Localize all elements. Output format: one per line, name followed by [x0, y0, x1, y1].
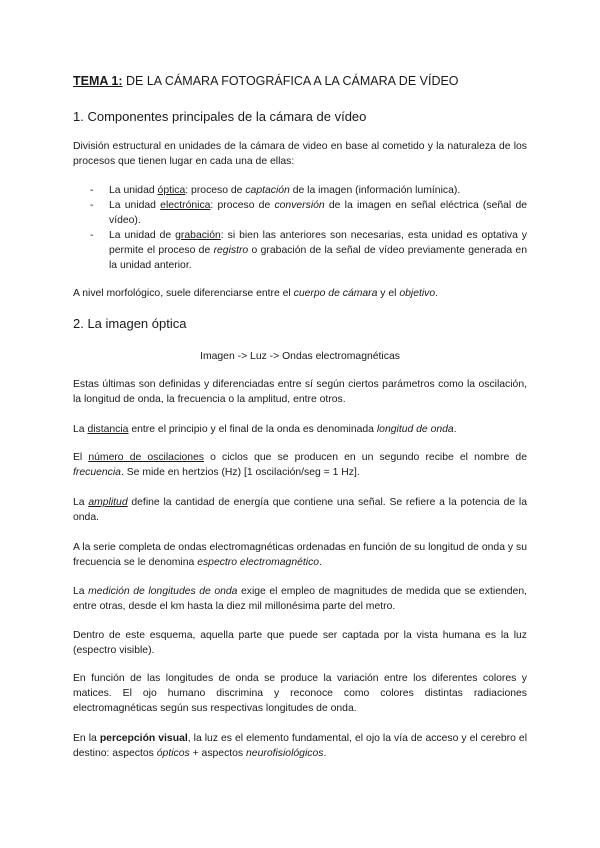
- title-text: DE LA CÁMARA FOTOGRÁFICA A LA CÁMARA DE VÍDEO: [122, 74, 459, 88]
- list-item: - La unidad de grabación: si bien las anteriores son necesarias, esta unidad es optativa y permite el proceso de registro o grabación de la señal de vídeo previamente generada en la unidad anterior.: [90, 230, 527, 271]
- paragraph: La medición de longitudes de onda exige el empleo de magnitudes de medida que se extienden, entre otras, desde el km hasta la diez mil millonésima parte del metro.: [73, 586, 528, 612]
- formula-line: Imagen -> Luz -> Ondas electromagnéticas: [200, 351, 400, 362]
- term-electronica: electrónica: [160, 200, 211, 211]
- section-1-heading: 1. Componentes principales de la cámara de vídeo: [73, 109, 367, 124]
- list-item: - La unidad óptica: proceso de captación de la imagen (información lumínica).: [90, 185, 461, 196]
- paragraph: Estas últimas son definidas y diferenciadas entre sí según ciertos parámetros como la oscilación, la longitud de onda, la frecuencia o la amplitud, entre otros.: [73, 379, 527, 405]
- paragraph: Dentro de este esquema, aquella parte que puede ser captada por la vista humana es la luz (espectro visible).: [73, 630, 527, 656]
- paragraph: En función de las longitudes de onda se produce la variación entre los diferentes colores y matices. El ojo humano discrimina y reconoce como colores distintas radiaciones electromagnéticas según sus respectivas longitudes de onda.: [73, 673, 527, 714]
- paragraph: A la serie completa de ondas electromagnéticas ordenadas en función de su longitud de onda y su frecuencia se le denomina espectro electromagnético.: [73, 542, 527, 568]
- morphology-paragraph: A nivel morfológico, suele diferenciarse entre el cuerpo de cámara y el objetivo.: [73, 288, 439, 299]
- section-1-intro: División estructural en unidades de la cámara de video en base al cometido y la naturaleza de los procesos que tienen lugar en cada una de ellas:: [73, 141, 527, 167]
- term-optica: óptica: [157, 185, 186, 196]
- title-tag: TEMA 1:: [73, 74, 123, 88]
- list-dash: -: [90, 200, 94, 211]
- list-item: - La unidad electrónica: proceso de conversión de la imagen en señal eléctrica (señal de vídeo).: [90, 200, 527, 226]
- term-grabacion: grabación: [175, 230, 221, 241]
- paragraph: La distancia entre el principio y el final de la onda es denominada longitud de onda.: [73, 424, 457, 435]
- paragraph: El número de oscilaciones o ciclos que se producen en un segundo recibe el nombre de frecuencia. Se mide en hertzios (Hz) [1 oscilación/seg = 1 Hz].: [73, 452, 527, 478]
- section-2-heading: 2. La imagen óptica: [73, 316, 187, 331]
- unit-list: [73, 183, 527, 273]
- list-dash: -: [90, 185, 94, 196]
- list-dash: -: [90, 230, 94, 241]
- document-title: [73, 73, 459, 89]
- paragraph: La amplitud define la cantidad de energía que contiene una señal. Se refiere a la potencia de la onda.: [73, 497, 527, 523]
- paragraph: En la percepción visual, la luz es el elemento fundamental, el ojo la vía de acceso y el cerebro el destino: aspectos ópticos + aspectos neurofisiológicos.: [73, 733, 528, 759]
